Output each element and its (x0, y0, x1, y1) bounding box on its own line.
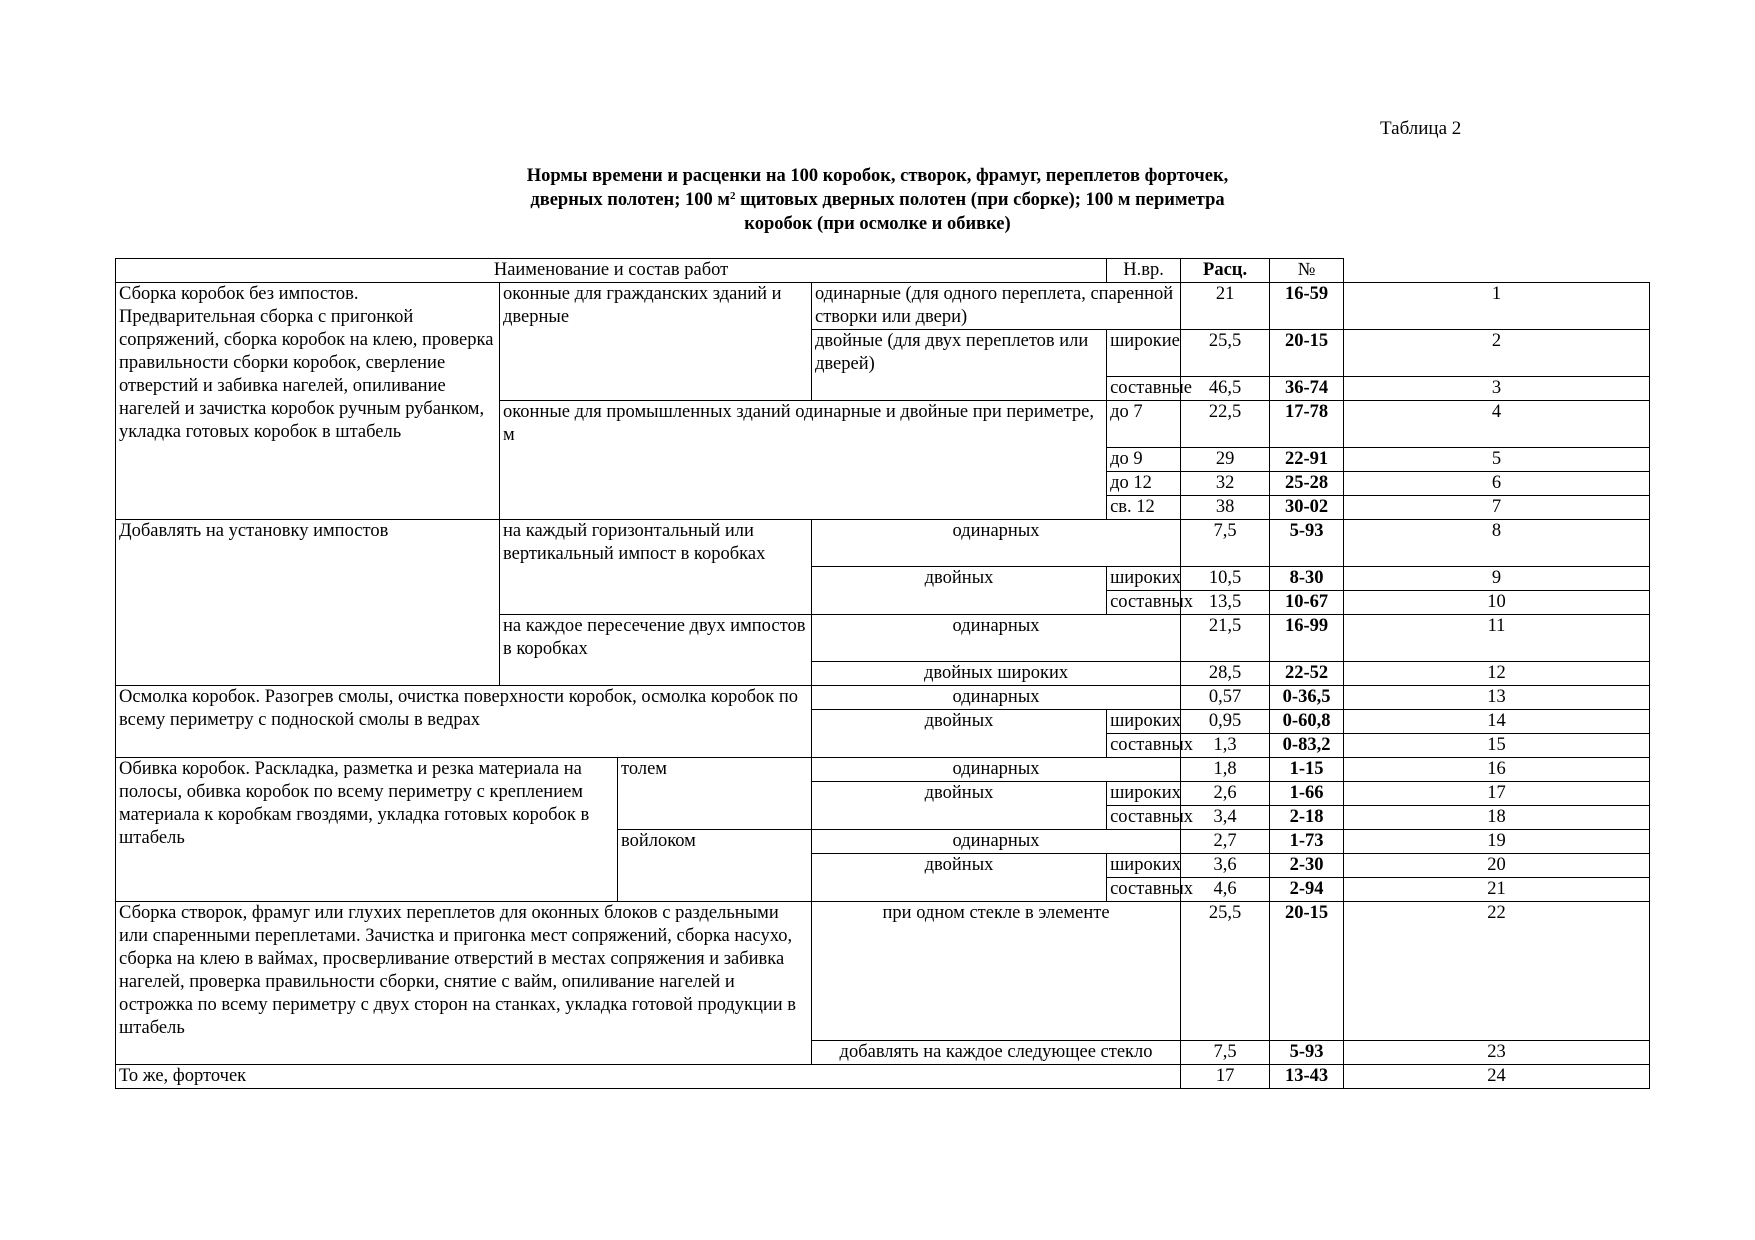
nvr-cell: 0,57 (1181, 686, 1270, 710)
rasc-cell: 2-94 (1270, 878, 1344, 902)
nvr-cell: 10,5 (1181, 567, 1270, 591)
num-cell: 13 (1344, 686, 1650, 710)
rasc-cell: 22-91 (1270, 448, 1344, 472)
rasc-cell: 1-66 (1270, 782, 1344, 806)
rasc-cell: 17-78 (1270, 401, 1344, 448)
nvr-cell: 21,5 (1181, 615, 1270, 662)
rasc-cell: 16-99 (1270, 615, 1344, 662)
composite-label: составных (1107, 806, 1181, 830)
rasc-cell: 2-30 (1270, 854, 1344, 878)
rasc-cell: 1-15 (1270, 758, 1344, 782)
single-label: одинарных (812, 520, 1181, 567)
perimeter-upto-7: до 7 (1107, 401, 1181, 448)
wide-label: широкие (1107, 330, 1181, 377)
table-row (116, 686, 1650, 710)
felt-label: войлоком (618, 830, 812, 902)
title-line-3: коробок (при осмолке и обивке) (744, 214, 1011, 234)
sash-assembly-description: Сборка створок, фрамуг или глухих переплетов для оконных блоков с раздельными или спаренными переплетами. Зачистка и пригонка мест сопряжений, сборка насухо, сборка на клею в ваймах, просверливание отверстий в местах сопряжения и забивка нагелей, проверка правильности сборки, снятие с вайм, опиливание нагелей и острожка по всему периметру с двух сторон на станках, укладка готовой продукции в штабель (116, 902, 812, 1065)
table-row (116, 1065, 1650, 1089)
rasc-cell: 5-93 (1270, 1041, 1344, 1065)
nvr-cell: 29 (1181, 448, 1270, 472)
table-row (116, 283, 1650, 330)
rasc-cell: 30-02 (1270, 496, 1344, 520)
rasc-cell: 16-59 (1270, 283, 1344, 330)
tarring-description: Осмолка коробок. Разогрев смолы, очистка поверхности коробок, осмолка коробок по всему периметру с подноской смолы в ведрах (116, 686, 812, 758)
rasc-cell: 5-93 (1270, 520, 1344, 567)
rasc-cell: 2-18 (1270, 806, 1344, 830)
one-glass-label: при одном стекле в элементе (812, 902, 1181, 1041)
nvr-cell: 7,5 (1181, 520, 1270, 567)
each-cross-label: на каждое пересечение двух импостов в коробках (500, 615, 812, 686)
document-title (300, 164, 1455, 236)
header-row (116, 259, 1650, 283)
double-label: двойных (812, 782, 1107, 830)
nvr-cell: 25,5 (1181, 902, 1270, 1041)
num-cell: 4 (1344, 401, 1650, 448)
perimeter-upto-12: до 12 (1107, 472, 1181, 496)
rasc-cell: 36-74 (1270, 377, 1344, 401)
window-civil-label: оконные для гражданских зданий и дверные (500, 283, 812, 401)
num-cell: 14 (1344, 710, 1650, 734)
wide-label: широких (1107, 782, 1181, 806)
composite-label: составные (1107, 377, 1181, 401)
single-label: одинарных (812, 758, 1181, 782)
rasc-cell: 8-30 (1270, 567, 1344, 591)
header-rasc: Расц. (1181, 259, 1270, 283)
header-name: Наименование и состав работ (116, 259, 1107, 283)
composite-label: составных (1107, 878, 1181, 902)
add-imposts-label: Добавлять на установку импостов (116, 520, 500, 686)
double-label: двойных (812, 710, 1107, 758)
single-label: одинарных (812, 830, 1181, 854)
nvr-cell: 0,95 (1181, 710, 1270, 734)
composite-label: составных (1107, 734, 1181, 758)
title-superscript: 2 (729, 190, 736, 202)
wide-label: широких (1107, 567, 1181, 591)
num-cell: 19 (1344, 830, 1650, 854)
num-cell: 3 (1344, 377, 1650, 401)
num-cell: 10 (1344, 591, 1650, 615)
nvr-cell: 25,5 (1181, 330, 1270, 377)
single-label: одинарных (812, 686, 1181, 710)
nvr-cell: 3,4 (1181, 806, 1270, 830)
num-cell: 24 (1344, 1065, 1650, 1089)
nvr-cell: 28,5 (1181, 662, 1270, 686)
perimeter-over-12: св. 12 (1107, 496, 1181, 520)
table-row (116, 758, 1650, 782)
nvr-cell: 17 (1181, 1065, 1270, 1089)
table-row (116, 902, 1650, 1041)
num-cell: 11 (1344, 615, 1650, 662)
norms-table (115, 258, 1650, 1089)
nvr-cell: 7,5 (1181, 1041, 1270, 1065)
nvr-cell: 1,3 (1181, 734, 1270, 758)
num-cell: 1 (1344, 283, 1650, 330)
title-line-2-end: щитовых дверных полотен (при сборке); 100 м периметра (735, 190, 1225, 210)
wide-label: широких (1107, 854, 1181, 878)
num-cell: 22 (1344, 902, 1650, 1041)
rasc-cell: 22-52 (1270, 662, 1344, 686)
composite-label: составных (1107, 591, 1181, 615)
table-row (116, 520, 1650, 567)
num-cell: 5 (1344, 448, 1650, 472)
nvr-cell: 46,5 (1181, 377, 1270, 401)
num-cell: 20 (1344, 854, 1650, 878)
nvr-cell: 22,5 (1181, 401, 1270, 448)
nvr-cell: 2,7 (1181, 830, 1270, 854)
wide-label: широких (1107, 710, 1181, 734)
table-number: Таблица 2 (1380, 118, 1462, 139)
nvr-cell: 1,8 (1181, 758, 1270, 782)
single-civil-label: одинарные (для одного переплета, спаренной створки или двери) (812, 283, 1181, 330)
nvr-cell: 38 (1181, 496, 1270, 520)
rasc-cell: 25-28 (1270, 472, 1344, 496)
double-wide-label: двойных широких (812, 662, 1181, 686)
num-cell: 23 (1344, 1041, 1650, 1065)
num-cell: 2 (1344, 330, 1650, 377)
num-cell: 18 (1344, 806, 1650, 830)
num-cell: 21 (1344, 878, 1650, 902)
upholstery-description: Обивка коробок. Раскладка, разметка и резка материала на полосы, обивка коробок по всему периметру с креплением материала к коробкам гвоздями, укладка готовых коробок в штабель (116, 758, 618, 902)
title-line-1: Нормы времени и расценки на 100 коробок, створок, фрамуг, переплетов форточек, (526, 166, 1229, 186)
each-impost-label: на каждый горизонтальный или вертикальный импост в коробках (500, 520, 812, 615)
nvr-cell: 3,6 (1181, 854, 1270, 878)
nvr-cell: 32 (1181, 472, 1270, 496)
header-num: № (1270, 259, 1344, 283)
rasc-cell: 0-36,5 (1270, 686, 1344, 710)
perimeter-upto-9: до 9 (1107, 448, 1181, 472)
window-industrial-label: оконные для промышленных зданий одинарные и двойные при периметре, м (500, 401, 1107, 520)
single-label: одинарных (812, 615, 1181, 662)
double-label: двойных (812, 567, 1107, 615)
num-cell: 17 (1344, 782, 1650, 806)
title-line-2 (300, 188, 1455, 212)
rasc-cell: 0-60,8 (1270, 710, 1344, 734)
rasc-cell: 20-15 (1270, 330, 1344, 377)
num-cell: 16 (1344, 758, 1650, 782)
rasc-cell: 1-73 (1270, 830, 1344, 854)
nvr-cell: 2,6 (1181, 782, 1270, 806)
num-cell: 12 (1344, 662, 1650, 686)
rasc-cell: 20-15 (1270, 902, 1344, 1041)
double-civil-label: двойные (для двух переплетов или дверей) (812, 330, 1107, 401)
header-nvr: Н.вр. (1107, 259, 1181, 283)
tolem-label: толем (618, 758, 812, 830)
num-cell: 9 (1344, 567, 1650, 591)
double-label: двойных (812, 854, 1107, 902)
rasc-cell: 10-67 (1270, 591, 1344, 615)
title-line-2-start: дверных полотен; 100 м (530, 190, 730, 210)
assembly-description: Сборка коробок без импостов. Предварительная сборка с пригонкой сопряжений, сборка коробок на клею, проверка правильности сборки коробок, сверление отверстий и забивка нагелей, опиливание нагелей и зачистка коробок ручным рубанком, укладка готовых коробок в штабель (116, 283, 500, 520)
rasc-cell: 13-43 (1270, 1065, 1344, 1089)
num-cell: 7 (1344, 496, 1650, 520)
vents-label: То же, форточек (116, 1065, 1181, 1089)
each-next-glass-label: добавлять на каждое следующее стекло (812, 1041, 1181, 1065)
num-cell: 8 (1344, 520, 1650, 567)
num-cell: 15 (1344, 734, 1650, 758)
nvr-cell: 4,6 (1181, 878, 1270, 902)
nvr-cell: 13,5 (1181, 591, 1270, 615)
nvr-cell: 21 (1181, 283, 1270, 330)
num-cell: 6 (1344, 472, 1650, 496)
rasc-cell: 0-83,2 (1270, 734, 1344, 758)
